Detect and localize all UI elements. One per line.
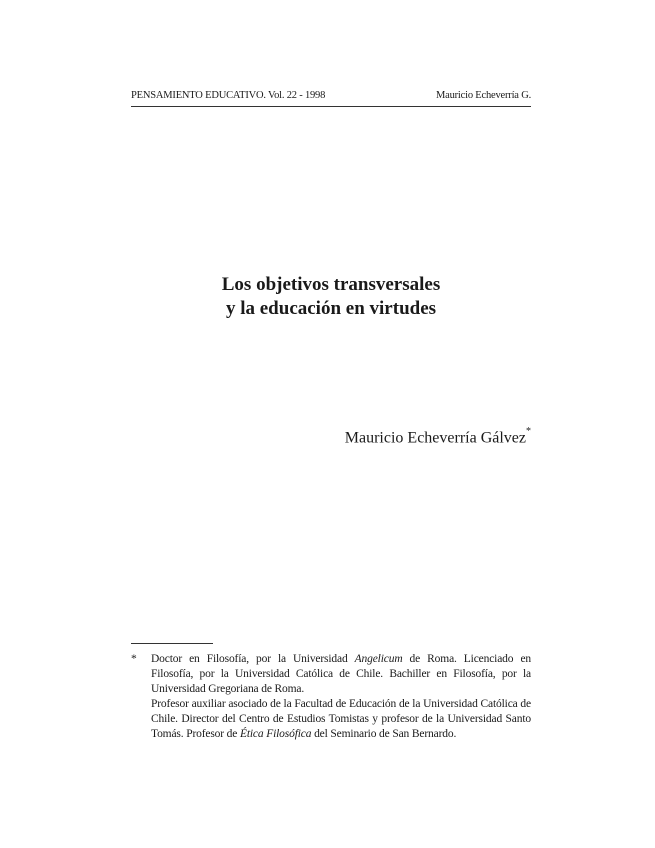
- footnote-p2-text-a: Profesor auxiliar asociado de la Facultad de Educación de la Universidad Católica de Chile. Director del Centro de Estudios Tomistas y profesor de la Universidad Santo Tomás. Profesor de: [151, 698, 531, 740]
- author-footnote-mark: *: [526, 426, 531, 437]
- footnote-body: [151, 652, 531, 742]
- running-author: Mauricio Echeverría G.: [435, 90, 531, 101]
- footnote-paragraph-1: [151, 652, 531, 697]
- footnote-p1-text-a: Doctor en Filosofía, por la Universidad: [151, 653, 355, 665]
- footnote-p1-text-b: de Roma. Licenciado en Filosofía, por la Universidad Católica de Chile. Bachiller en Filosofía, por la Universidad Gregoriana de Roma.: [151, 653, 531, 695]
- article-title: [131, 273, 531, 321]
- footnote-paragraph-2: [151, 697, 531, 742]
- footnote-p1-emphasis: Angelicum: [354, 653, 403, 665]
- footnote-marker: *: [131, 653, 137, 665]
- footnote-rule: [131, 643, 213, 644]
- title-line-1: Los objetivos transversales: [221, 274, 441, 295]
- footnote: [131, 652, 531, 742]
- footnote-p2-text-b: del Seminario de San Bernardo.: [311, 728, 457, 740]
- journal-info: PENSAMIENTO EDUCATIVO. Vol. 22 - 1998: [131, 90, 326, 101]
- author-name: Mauricio Echeverría Gálvez: [344, 429, 526, 447]
- title-line-2: y la educación en virtudes: [225, 298, 437, 319]
- author-line: [345, 428, 531, 447]
- footnote-p2-emphasis: Ética Filosófica: [239, 728, 312, 740]
- running-head: [131, 88, 531, 107]
